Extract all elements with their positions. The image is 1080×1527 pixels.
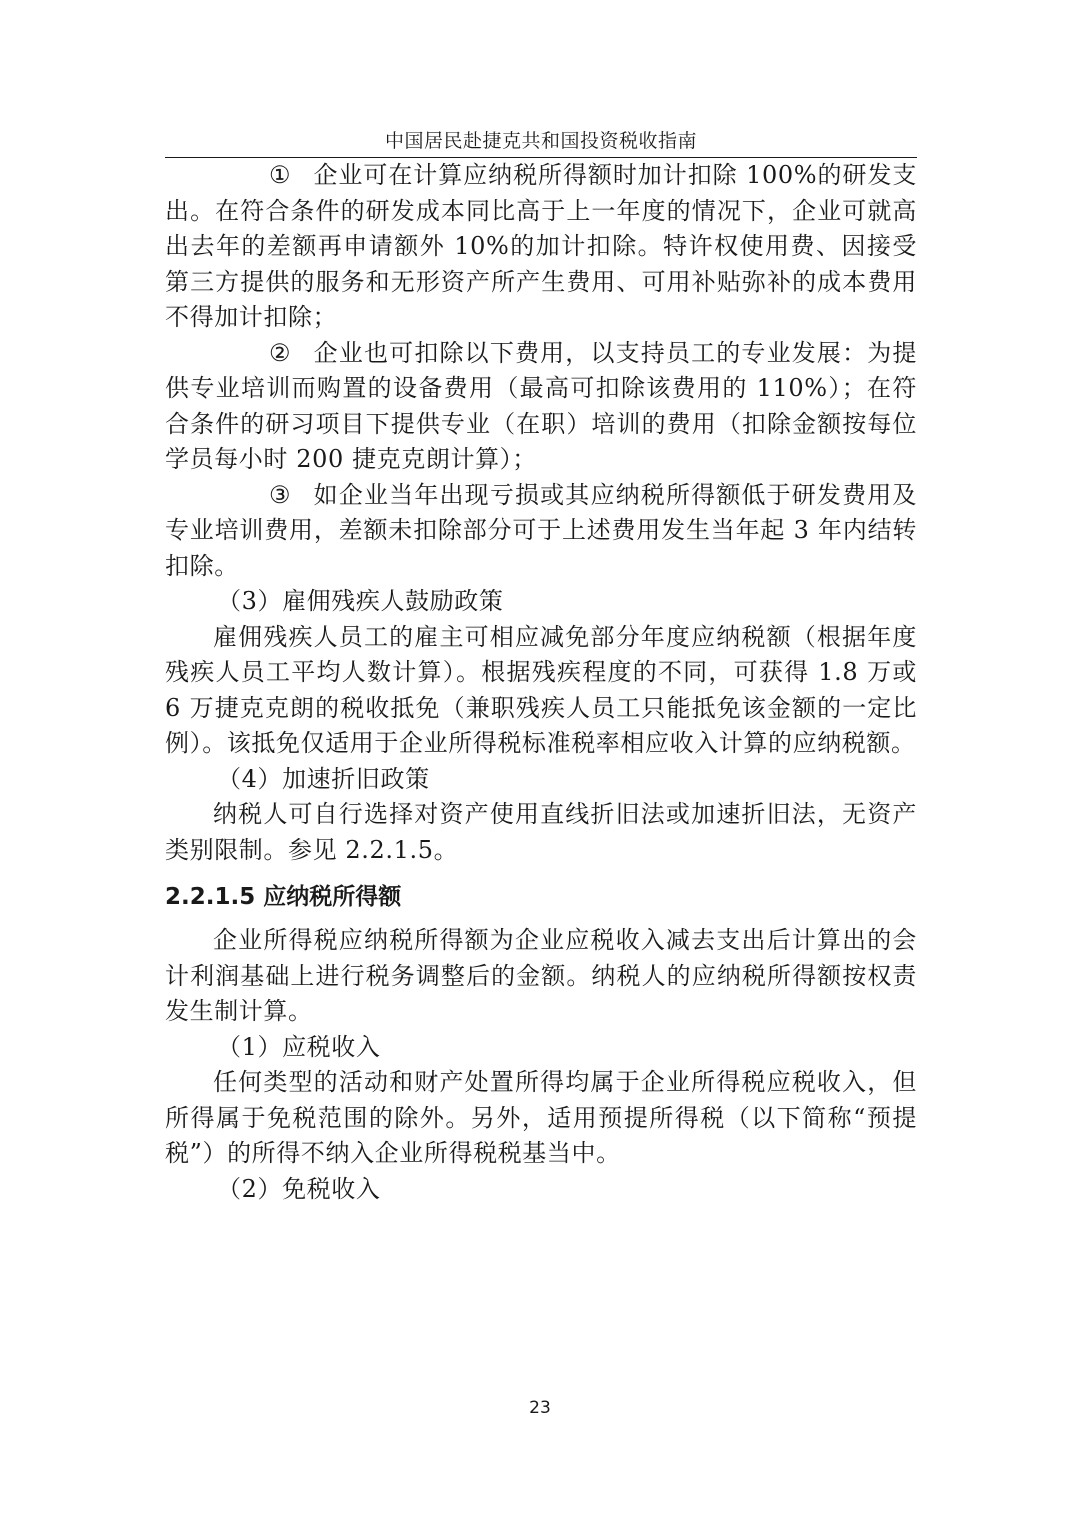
subsection-2-title: （2）免税收入 (217, 1174, 381, 1203)
body-text (165, 158, 917, 1207)
list-item-3 (165, 478, 917, 585)
subsection-1-title: （1）应税收入 (217, 1032, 381, 1061)
circled-number-3: ③ (269, 480, 292, 509)
list-item-1 (165, 158, 917, 336)
list-item-2-text: 企业也可扣除以下费用，以支持员工的专业发展：为提供专业培训而购置的设备费用（最高可扣除该费用的 110%）；在符合条件的研习项目下提供专业（在职）培训的费用（扣除金额按每位学员每小时 200 捷克克朗计算）； (165, 338, 917, 473)
circled-number-2: ② (269, 338, 292, 367)
section-4-text: 纳税人可自行选择对资产使用直线折旧法或加速折旧法，无资产类别限制。参见 2.2.1.5。 (165, 800, 917, 864)
running-header: 中国居民赴捷克共和国投资税收指南 (384, 130, 697, 152)
section-3-title: （3）雇佣残疾人鼓励政策 (217, 587, 504, 615)
list-item-3-text: 如企业当年出现亏损或其应纳税所得额低于研发费用及专业培训费用，差额未扣除部分可于上述费用发生当年起 3 年内结转扣除。 (165, 480, 917, 580)
page-number: 23 (529, 1398, 551, 1418)
section-heading: 2.2.1.5 应纳税所得额 (165, 884, 402, 910)
section-3-text: 雇佣残疾人员工的雇主可相应减免部分年度应纳税额（根据年度残疾人员工平均人数计算）。根据残疾程度的不同，可获得 1.8 万或 6 万捷克克朗的税收抵免（兼职残疾人员工只能抵免该金额的一定比例）。该抵免仅适用于企业所得税标准税率相应收入计算的应纳税额。 (165, 622, 917, 757)
intro-paragraph: 企业所得税应纳税所得额为企业应税收入减去支出后计算出的会计利润基础上进行税务调整后的金额。纳税人的应纳税所得额按权责发生制计算。 (165, 926, 917, 1025)
section-4-title: （4）加速折旧政策 (217, 764, 430, 793)
subsection-1-text: 任何类型的活动和财产处置所得均属于企业所得税应税收入，但所得属于免税范围的除外。另外，适用预提所得税（以下简称“预提税”）的所得不纳入企业所得税税基当中。 (165, 1068, 917, 1167)
list-item-1-text: 企业可在计算应纳税所得额时加计扣除 100%的研发支出。在符合条件的研发成本同比高于上一年度的情况下，企业可就高出去年的差额再申请额外 10%的加计扣除。特许权使用费、因接受第三方提供的服务和无形资产所产生费用、可用补贴弥补的成本费用不得加计扣除； (165, 161, 917, 331)
circled-number-1: ① (269, 161, 292, 189)
list-item-2 (165, 336, 917, 478)
